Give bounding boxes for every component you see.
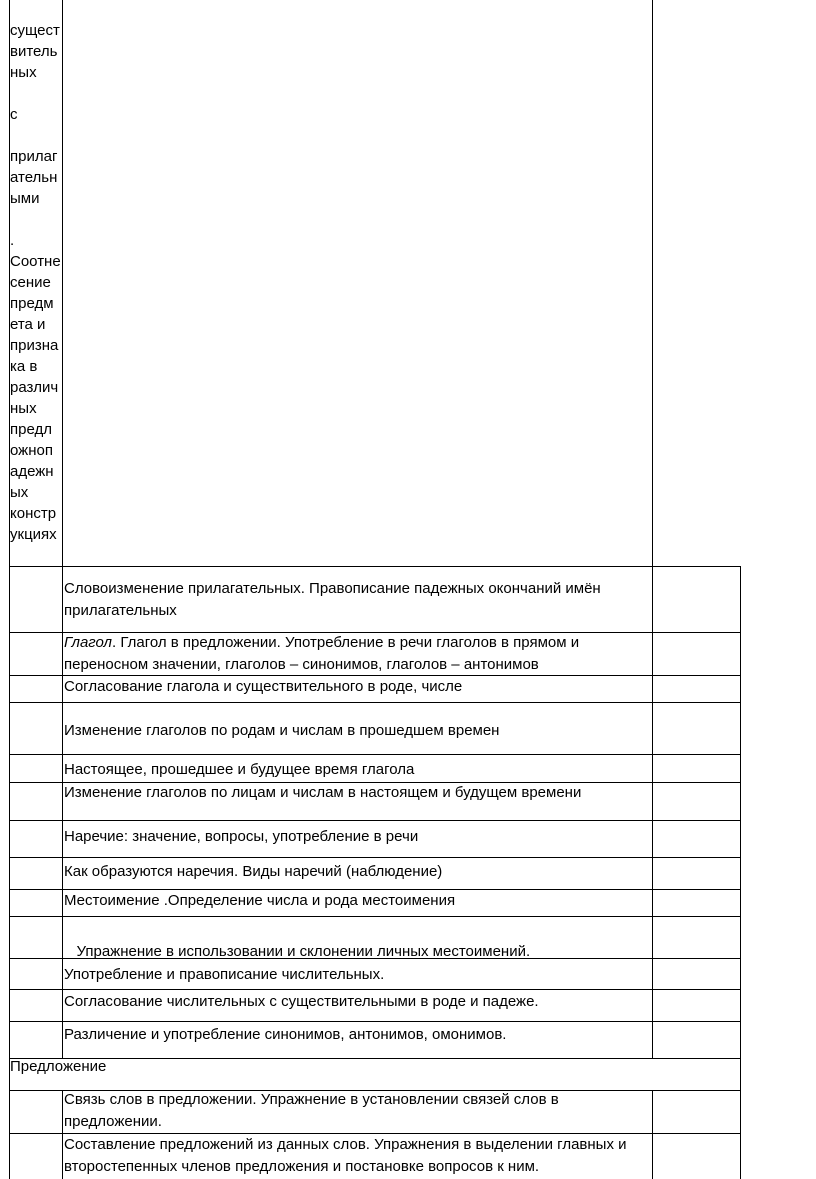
table-row [64, 759, 414, 781]
top-cell-line: призна [10, 337, 59, 354]
top-cell-line: ета и [10, 316, 46, 333]
top-cell-line: предл [10, 421, 52, 438]
table-row [64, 861, 442, 883]
grid-line [9, 1058, 741, 1059]
grid-line [9, 916, 741, 917]
top-cell-line: ка в [10, 358, 38, 375]
top-cell-gap [10, 83, 64, 104]
row-text: Составление предложений из данных слов. Упражнения в выделении главных и второстепенных членов предложения и постановке вопросов к ним. [64, 1136, 627, 1175]
top-cell-line: различ [10, 379, 59, 396]
row-text: . Глагол в предложении. Употребление в речи глаголов в прямом и переносном значении, глаголов – синонимов, глаголов – антонимов [64, 634, 580, 673]
row-text: Различение и употребление синонимов, антонимов, омонимов. [64, 1026, 507, 1043]
grid-line [9, 566, 741, 567]
top-cell-line: . [10, 232, 15, 249]
table-row [64, 964, 384, 986]
grid-line [9, 989, 741, 990]
row-text: Изменение глаголов по родам и числам в прошедшем времен [64, 722, 500, 739]
top-cell-line: с [10, 106, 18, 123]
table-row [64, 1134, 649, 1178]
grid-line [740, 566, 741, 1179]
row-text: Согласование глагола и существительного в роде, числе [64, 678, 463, 695]
row-text: Изменение глаголов по лицам и числам в настоящем и будущем времени [64, 784, 582, 801]
grid-line [9, 754, 741, 755]
row-text: Связь слов в предложении. Упражнение в установлении связей слов в предложении. [64, 1091, 559, 1130]
top-cell-gap [10, 125, 64, 146]
row-text: Наречие: значение, вопросы, употребление в речи [64, 828, 419, 845]
top-cell-line: предм [10, 295, 54, 312]
table-row [64, 578, 649, 622]
table-row [64, 632, 649, 676]
row-text: Упражнение в использовании и склонении личных местоимений. [72, 943, 531, 960]
grid-line [9, 1021, 741, 1022]
table-row [64, 720, 499, 742]
top-cell-line: ыми [10, 190, 40, 207]
row-italic-prefix: Глагол [64, 634, 113, 651]
table-row [64, 676, 462, 698]
section-heading [10, 1056, 106, 1078]
row-text: Местоимение .Определение числа и рода местоимения [64, 892, 456, 909]
table-row [64, 991, 539, 1013]
table-row [64, 890, 455, 912]
top-cell-line: сение [10, 274, 51, 291]
grid-line [9, 820, 741, 821]
top-cell-line: констр [10, 505, 57, 522]
table-row [64, 782, 581, 804]
top-cell-line: ных [10, 400, 37, 417]
top-cell-line: ных [10, 64, 37, 81]
grid-line [652, 1090, 653, 1179]
table-row [64, 1089, 649, 1133]
table-row [64, 826, 418, 848]
top-cell-line: укциях [10, 526, 57, 543]
grid-line [62, 1090, 63, 1179]
table-row [64, 1024, 506, 1046]
top-cell-line: ательн [10, 169, 58, 186]
grid-line [9, 857, 741, 858]
row-text: Как образуются наречия. Виды наречий (наблюдение) [64, 863, 443, 880]
row-text: Согласование числительных с существительными в роде и падеже. [64, 993, 539, 1010]
grid-line [9, 702, 741, 703]
top-cell-line: ожноп [10, 442, 53, 459]
grid-line [652, 0, 653, 1058]
top-cell-line: прилаг [10, 148, 58, 165]
row-text: Настоящее, прошедшее и будущее время глагола [64, 761, 415, 778]
top-cell-line: ых [10, 484, 29, 501]
top-cell-line: адежн [10, 463, 54, 480]
top-cell-line: Соотне [10, 253, 61, 270]
table-row [64, 919, 530, 963]
top-cell-line: витель [10, 43, 58, 60]
top-cell-gap [10, 209, 64, 230]
row-text: Словоизменение прилагательных. Правописание падежных окончаний имён прилагательных [64, 580, 601, 619]
row-text: Употребление и правописание числительных. [64, 966, 385, 983]
top-cell-text [10, 20, 64, 545]
top-cell-line: сущест [10, 22, 60, 39]
section-heading-text: Предложение [10, 1058, 107, 1075]
